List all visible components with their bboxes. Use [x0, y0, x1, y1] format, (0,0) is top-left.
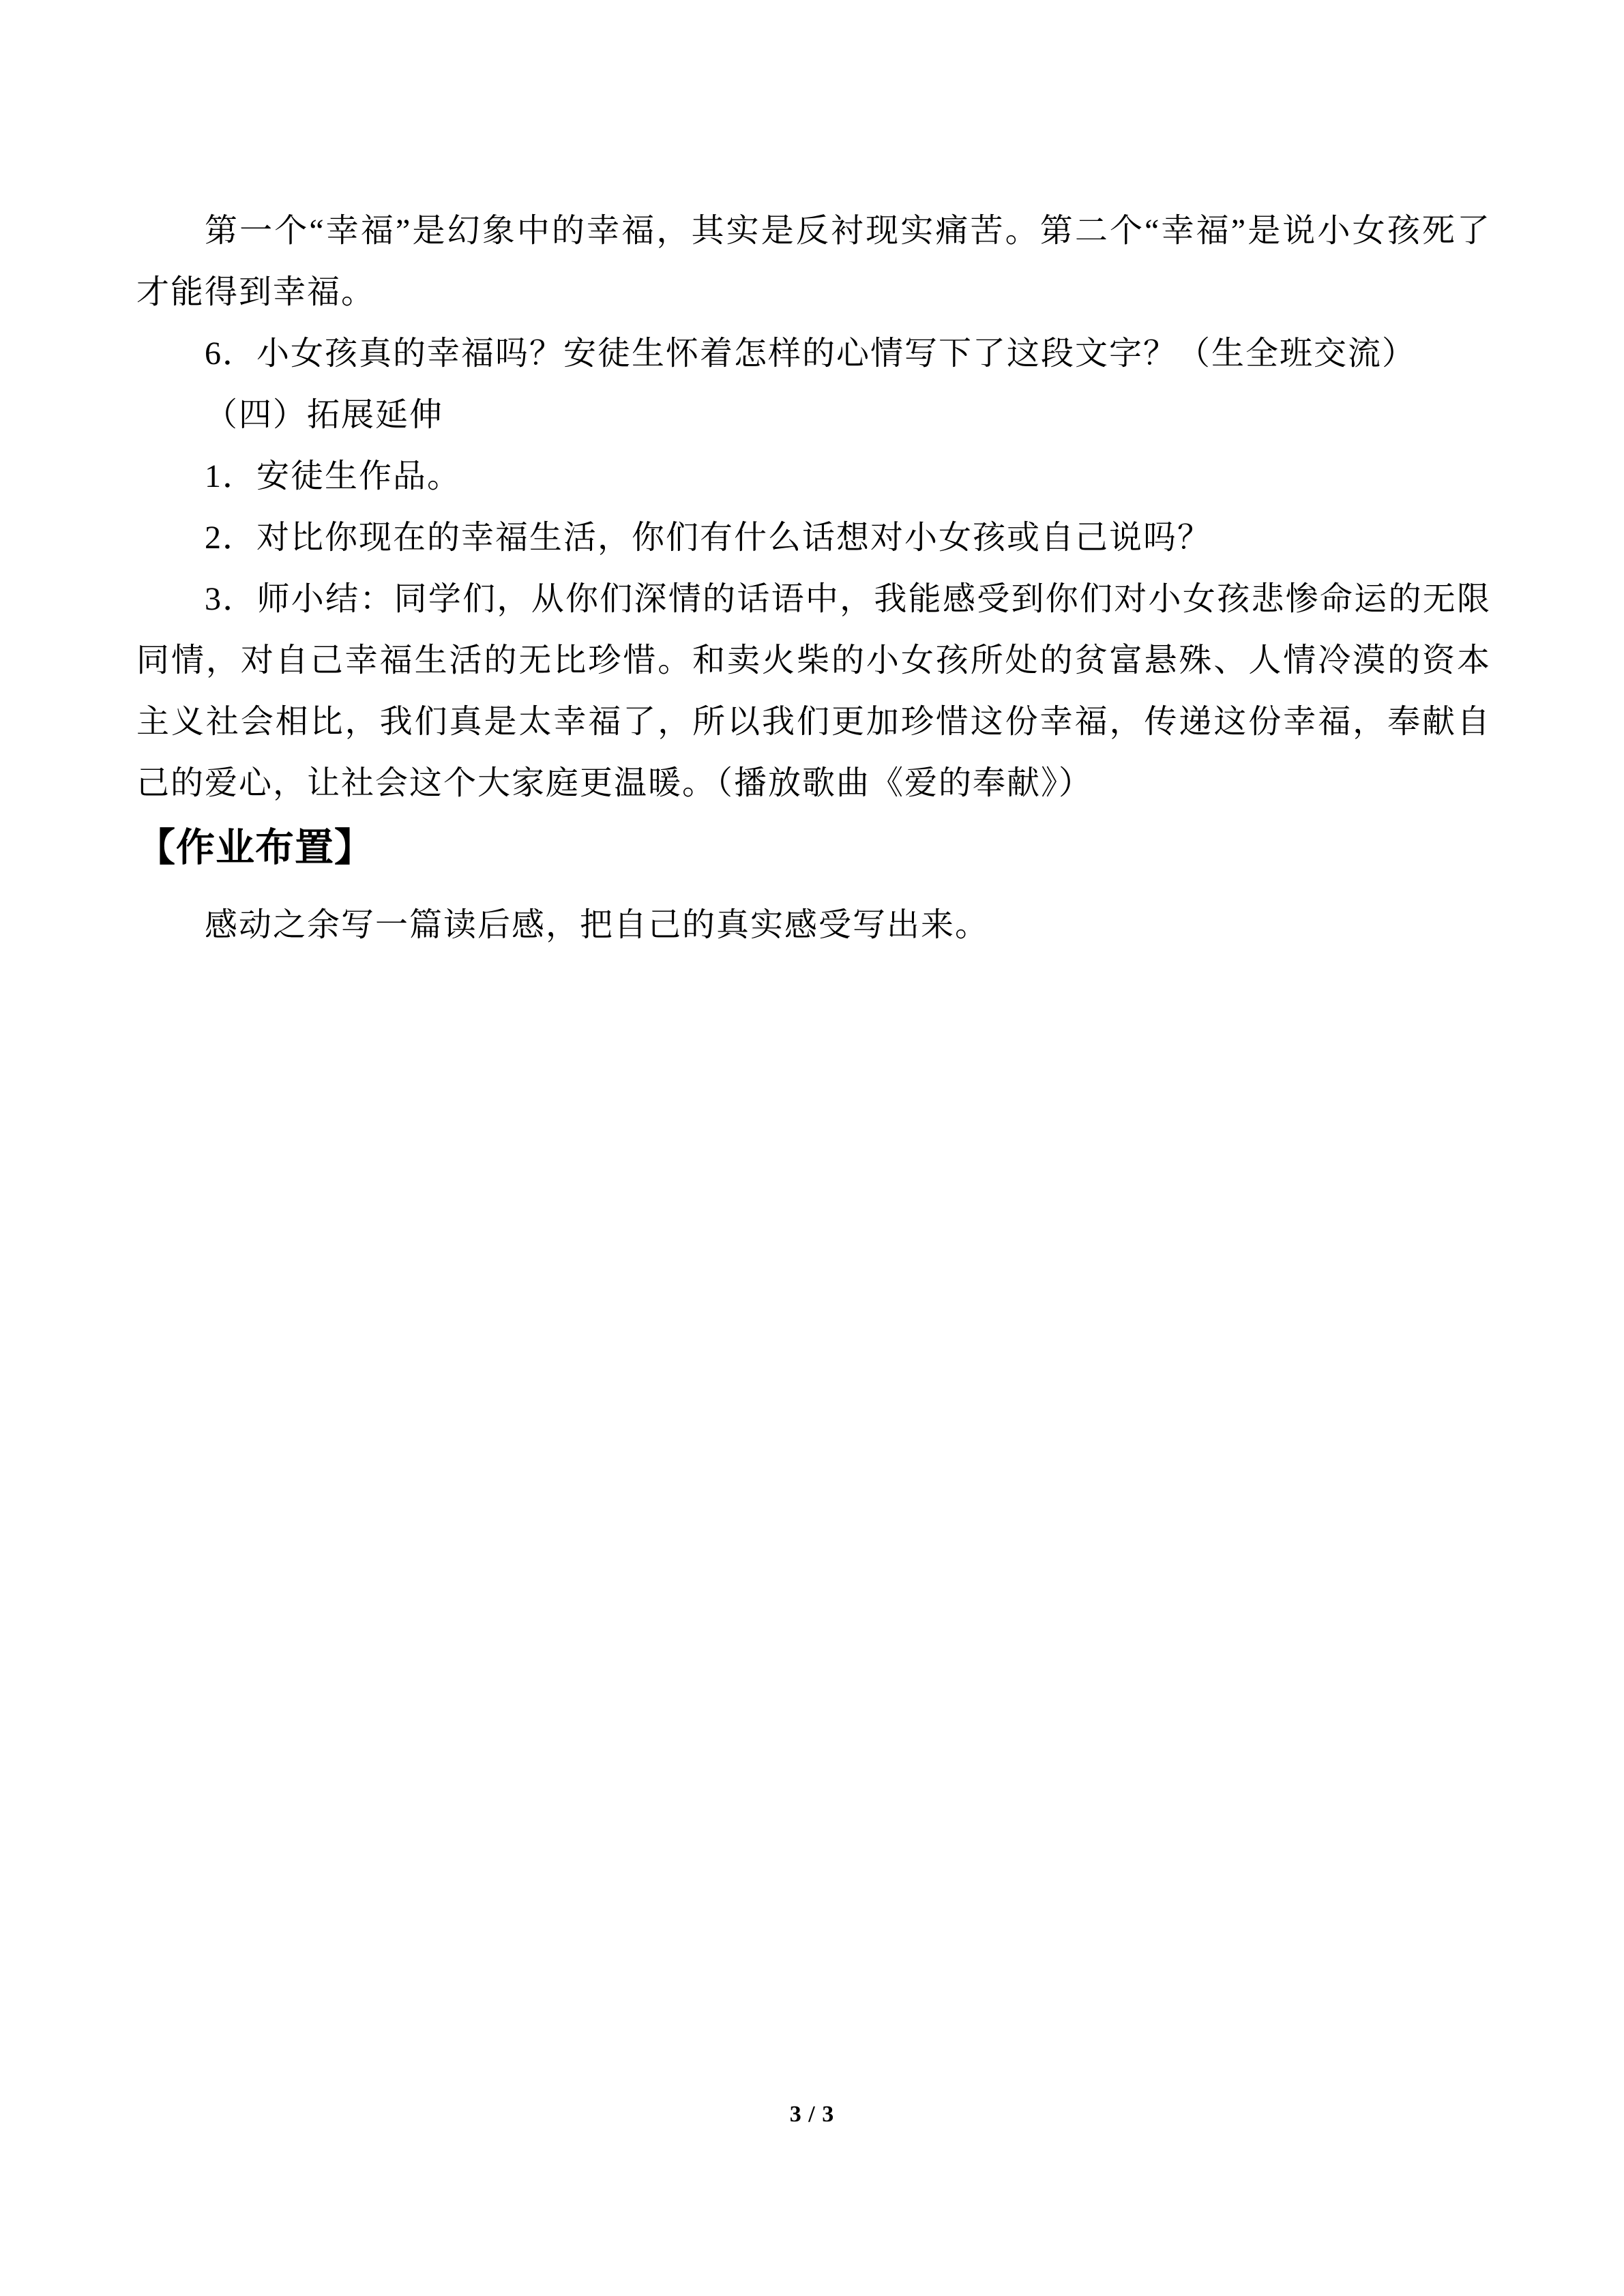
document-body — [136, 200, 1491, 956]
page-number: 3 / 3 — [789, 2102, 835, 2127]
paragraph-section-four-title: （四）拓展延伸 — [205, 397, 444, 433]
paragraph-item-3-teacher-summary: 3．师小结：同学们，从你们深情的话语中，我能感受到你们对小女孩悲惨命运的无限同情，对自己幸福生活的无比珍惜。和卖火柴的小女孩所处的贫富悬殊、人情冷漠的资本主义社会相比，我们真是太幸福了，所以我们更加珍惜这份幸福，传递这份幸福，奉献自己的爱心，让社会这个大家庭更温暖。（播放歌曲《爱的奉献》） — [136, 581, 1491, 801]
paragraph-item-1: 1．安徒生作品。 — [205, 458, 462, 494]
paragraph-homework-assignment: 感动之余写一篇读后感，把自己的真实感受写出来。 — [205, 907, 990, 943]
paragraph-happiness-analysis: 第一个“幸福”是幻象中的幸福，其实是反衬现实痛苦。第二个“幸福”是说小女孩死了才能得到幸福。 — [136, 213, 1491, 310]
homework-section-heading: 【作业布置】 — [136, 826, 374, 869]
paragraph-question-6: 6．小女孩真的幸福吗？安徒生怀着怎样的心情写下了这段文字？（生全班交流） — [205, 336, 1417, 372]
paragraph-item-2: 2．对比你现在的幸福生活，你们有什么话想对小女孩或自己说吗？ — [205, 520, 1212, 556]
